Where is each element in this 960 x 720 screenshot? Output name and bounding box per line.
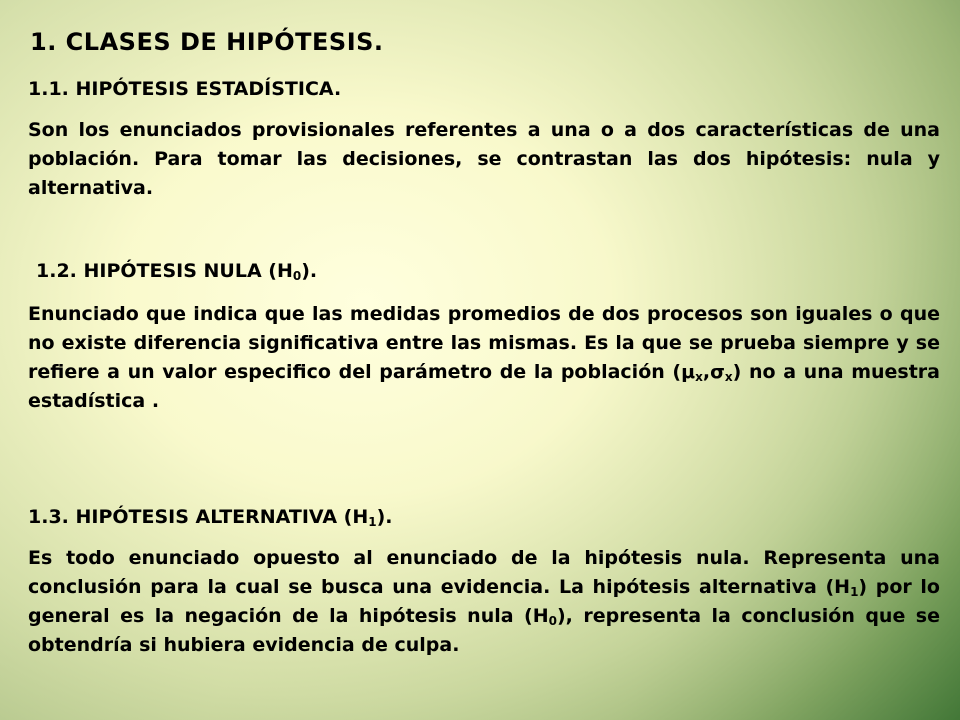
paragraph-hipotesis-estadistica: Son los enunciados provisionales referentes a una o a dos características de una población. Para tomar las decisiones, se contrastan las dos hipótesis: nula y alternativa. (28, 119, 940, 199)
h0-subscript: 0 (548, 614, 557, 628)
heading-hipotesis-alternativa-sub: 1 (368, 515, 377, 529)
mu-symbol: μ (681, 361, 696, 383)
mu-subscript: x (695, 370, 703, 384)
paragraph-hipotesis-nula (28, 300, 940, 416)
slide (28, 22, 940, 712)
paragraph-hipotesis-alternativa-part3: ), representa la conclusión que se obtendría si hubiera evidencia de culpa. (28, 605, 941, 656)
heading-hipotesis-nula (36, 260, 317, 282)
h1-subscript: 1 (850, 585, 859, 599)
heading-hipotesis-alternativa (28, 506, 393, 528)
paragraph-hipotesis-alternativa-part2: ) por lo general es la negación de la hipótesis nula (H (28, 576, 940, 627)
slide-title: 1. CLASES DE HIPÓTESIS. (30, 28, 384, 56)
heading-hipotesis-nula-suffix: ). (301, 260, 318, 282)
paragraph-hipotesis-nula-part1: Enunciado que indica que las medidas promedios de dos procesos son iguales o que no existe diferencia significativa entre las mismas. Es la que se prueba siempre y se refiere a un valor especifico del parámetro de la población ( (28, 303, 940, 383)
param-comma: , (702, 361, 711, 383)
heading-hipotesis-estadistica: 1.1. HIPÓTESIS ESTADÍSTICA. (28, 78, 342, 100)
heading-hipotesis-alternativa-suffix: ). (376, 506, 393, 528)
heading-hipotesis-nula-sub: 0 (292, 269, 302, 283)
paragraph-hipotesis-nula-part2: ) no a una muestra estadística . (28, 361, 940, 412)
heading-hipotesis-nula-text: 1.2. HIPÓTESIS NULA (H (36, 260, 293, 282)
sigma-subscript: x (724, 370, 733, 384)
paragraph-hipotesis-alternativa (28, 544, 940, 660)
paragraph-hipotesis-alternativa-part1: Es todo enunciado opuesto al enunciado de la hipótesis nula. Representa una conclusión para la cual se busca una evidencia. La hipótesis alternativa (H (28, 547, 940, 598)
sigma-symbol: σ (710, 361, 725, 383)
heading-hipotesis-alternativa-text: 1.3. HIPÓTESIS ALTERNATIVA (H (28, 506, 369, 528)
